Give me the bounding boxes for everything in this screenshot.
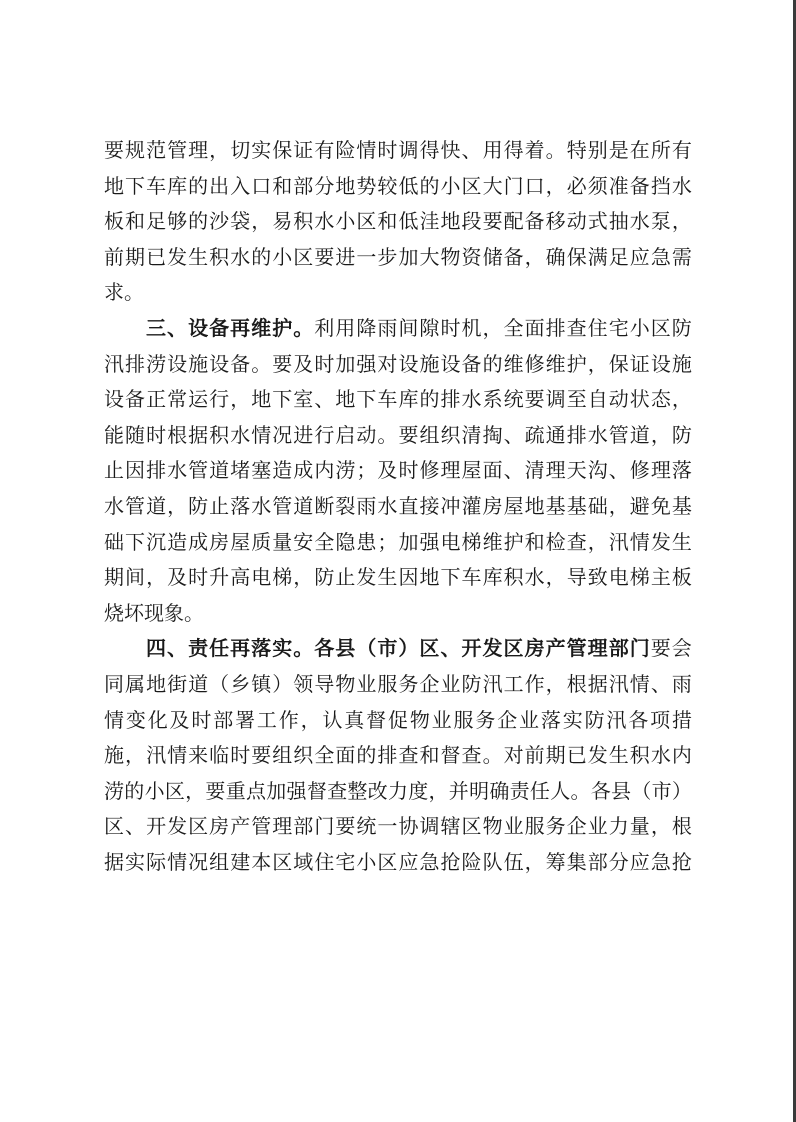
text-line: 区 、 开 发 区 房 产 管 理 部 门 要 统 一 协 调 辖 区 物 业 服 务 企 业 力 量 ， 根: [104, 814, 692, 839]
text-line: 板 和 足 够 的 沙 袋 ， 易 积 水 小 区 和 低 洼 地 段 要 配 备 移 动 式 抽 水 泵 ，: [104, 209, 692, 234]
text-segment: 求。: [104, 280, 144, 305]
text-line: 止 因 排 水 管 道 堵 塞 造 成 内 涝 ； 及 时 修 理 屋 面 、 清 理 天 沟 、 修 理 落: [104, 458, 692, 483]
text-line: 三 、 设 备 再 维 护 。 利 用 降 雨 间 隙 时 机 ， 全 面 排 查 住 宅 小 区 防: [146, 316, 692, 340]
text-line: 施 ， 汛 情 来 临 时 要 组 织 全 面 的 排 查 和 督 查 。 对 前 期 已 发 生 积 水 内: [104, 743, 692, 768]
text-line: 据 实 际 情 况 组 建 本 区 域 住 宅 小 区 应 急 抢 险 队 伍 ， 筹 集 部 分 应 急 抢: [104, 850, 692, 874]
text-line: 涝 的 小 区 ， 要 重 点 加 强 督 查 整 改 力 度 ， 并 明 确 责 任 人 。 各 县 （ 市 ）: [104, 778, 692, 803]
text-line: 设 备 正 常 运 行 ， 地 下 室 、 地 下 车 库 的 排 水 系 统 要 调 至 自 动 状 态 ，: [104, 387, 692, 412]
text-segment: 烧坏现象。: [104, 600, 204, 625]
text-line: 水 管 道 ， 防 止 落 水 管 道 断 裂 雨 水 直 接 冲 灌 房 屋 地 基 基 础 ， 避 免 基: [104, 494, 692, 518]
text-line: 同 属 地 街 道 （ 乡 镇 ） 领 导 物 业 服 务 企 业 防 汛 工 作 ， 根 据 汛 情 、 雨: [104, 672, 692, 696]
text-line: [104, 274, 692, 310]
text-line: 要 规 范 管 理 ， 切 实 保 证 有 险 情 时 调 得 快 、 用 得 着 。 特 别 是 在 所 有: [104, 138, 692, 162]
text-line: 四 、 责 任 再 落 实 。 各 县 （ 市 ） 区 、 开 发 区 房 产 管 理 部 门 要 会: [146, 636, 692, 661]
text-line: 地 下 车 库 的 出 入 口 和 部 分 地 势 较 低 的 小 区 大 门 口 ， 必 须 准 备 挡 水: [104, 173, 692, 198]
text-line: [104, 595, 692, 631]
text-line: 前 期 已 发 生 积 水 的 小 区 要 进 一 步 加 大 物 资 储 备 ， 确 保 满 足 应 急 需: [104, 244, 692, 269]
text-line: 能 随 时 根 据 积 水 情 况 进 行 启 动 。 要 组 织 清 掏 、 疏 通 排 水 管 道 ， 防: [104, 422, 692, 447]
text-line: 础 下 沉 造 成 房 屋 质 量 安 全 隐 患 ； 加 强 电 梯 维 护 和 检 查 ， 汛 情 发 生: [104, 529, 692, 554]
text-line: 情 变 化 及 时 部 署 工 作 ， 认 真 督 促 物 业 服 务 企 业 落 实 防 汛 各 项 措: [104, 707, 692, 732]
text-line: 期 间 ， 及 时 升 高 电 梯 ， 防 止 发 生 因 地 下 车 库 积 水 ， 导 致 电 梯 主 板: [104, 565, 692, 590]
text-line: 汛 排 涝 设 施 设 备 。 要 及 时 加 强 对 设 施 设 备 的 维 修 维 护 ， 保 证 设 施: [104, 351, 692, 376]
